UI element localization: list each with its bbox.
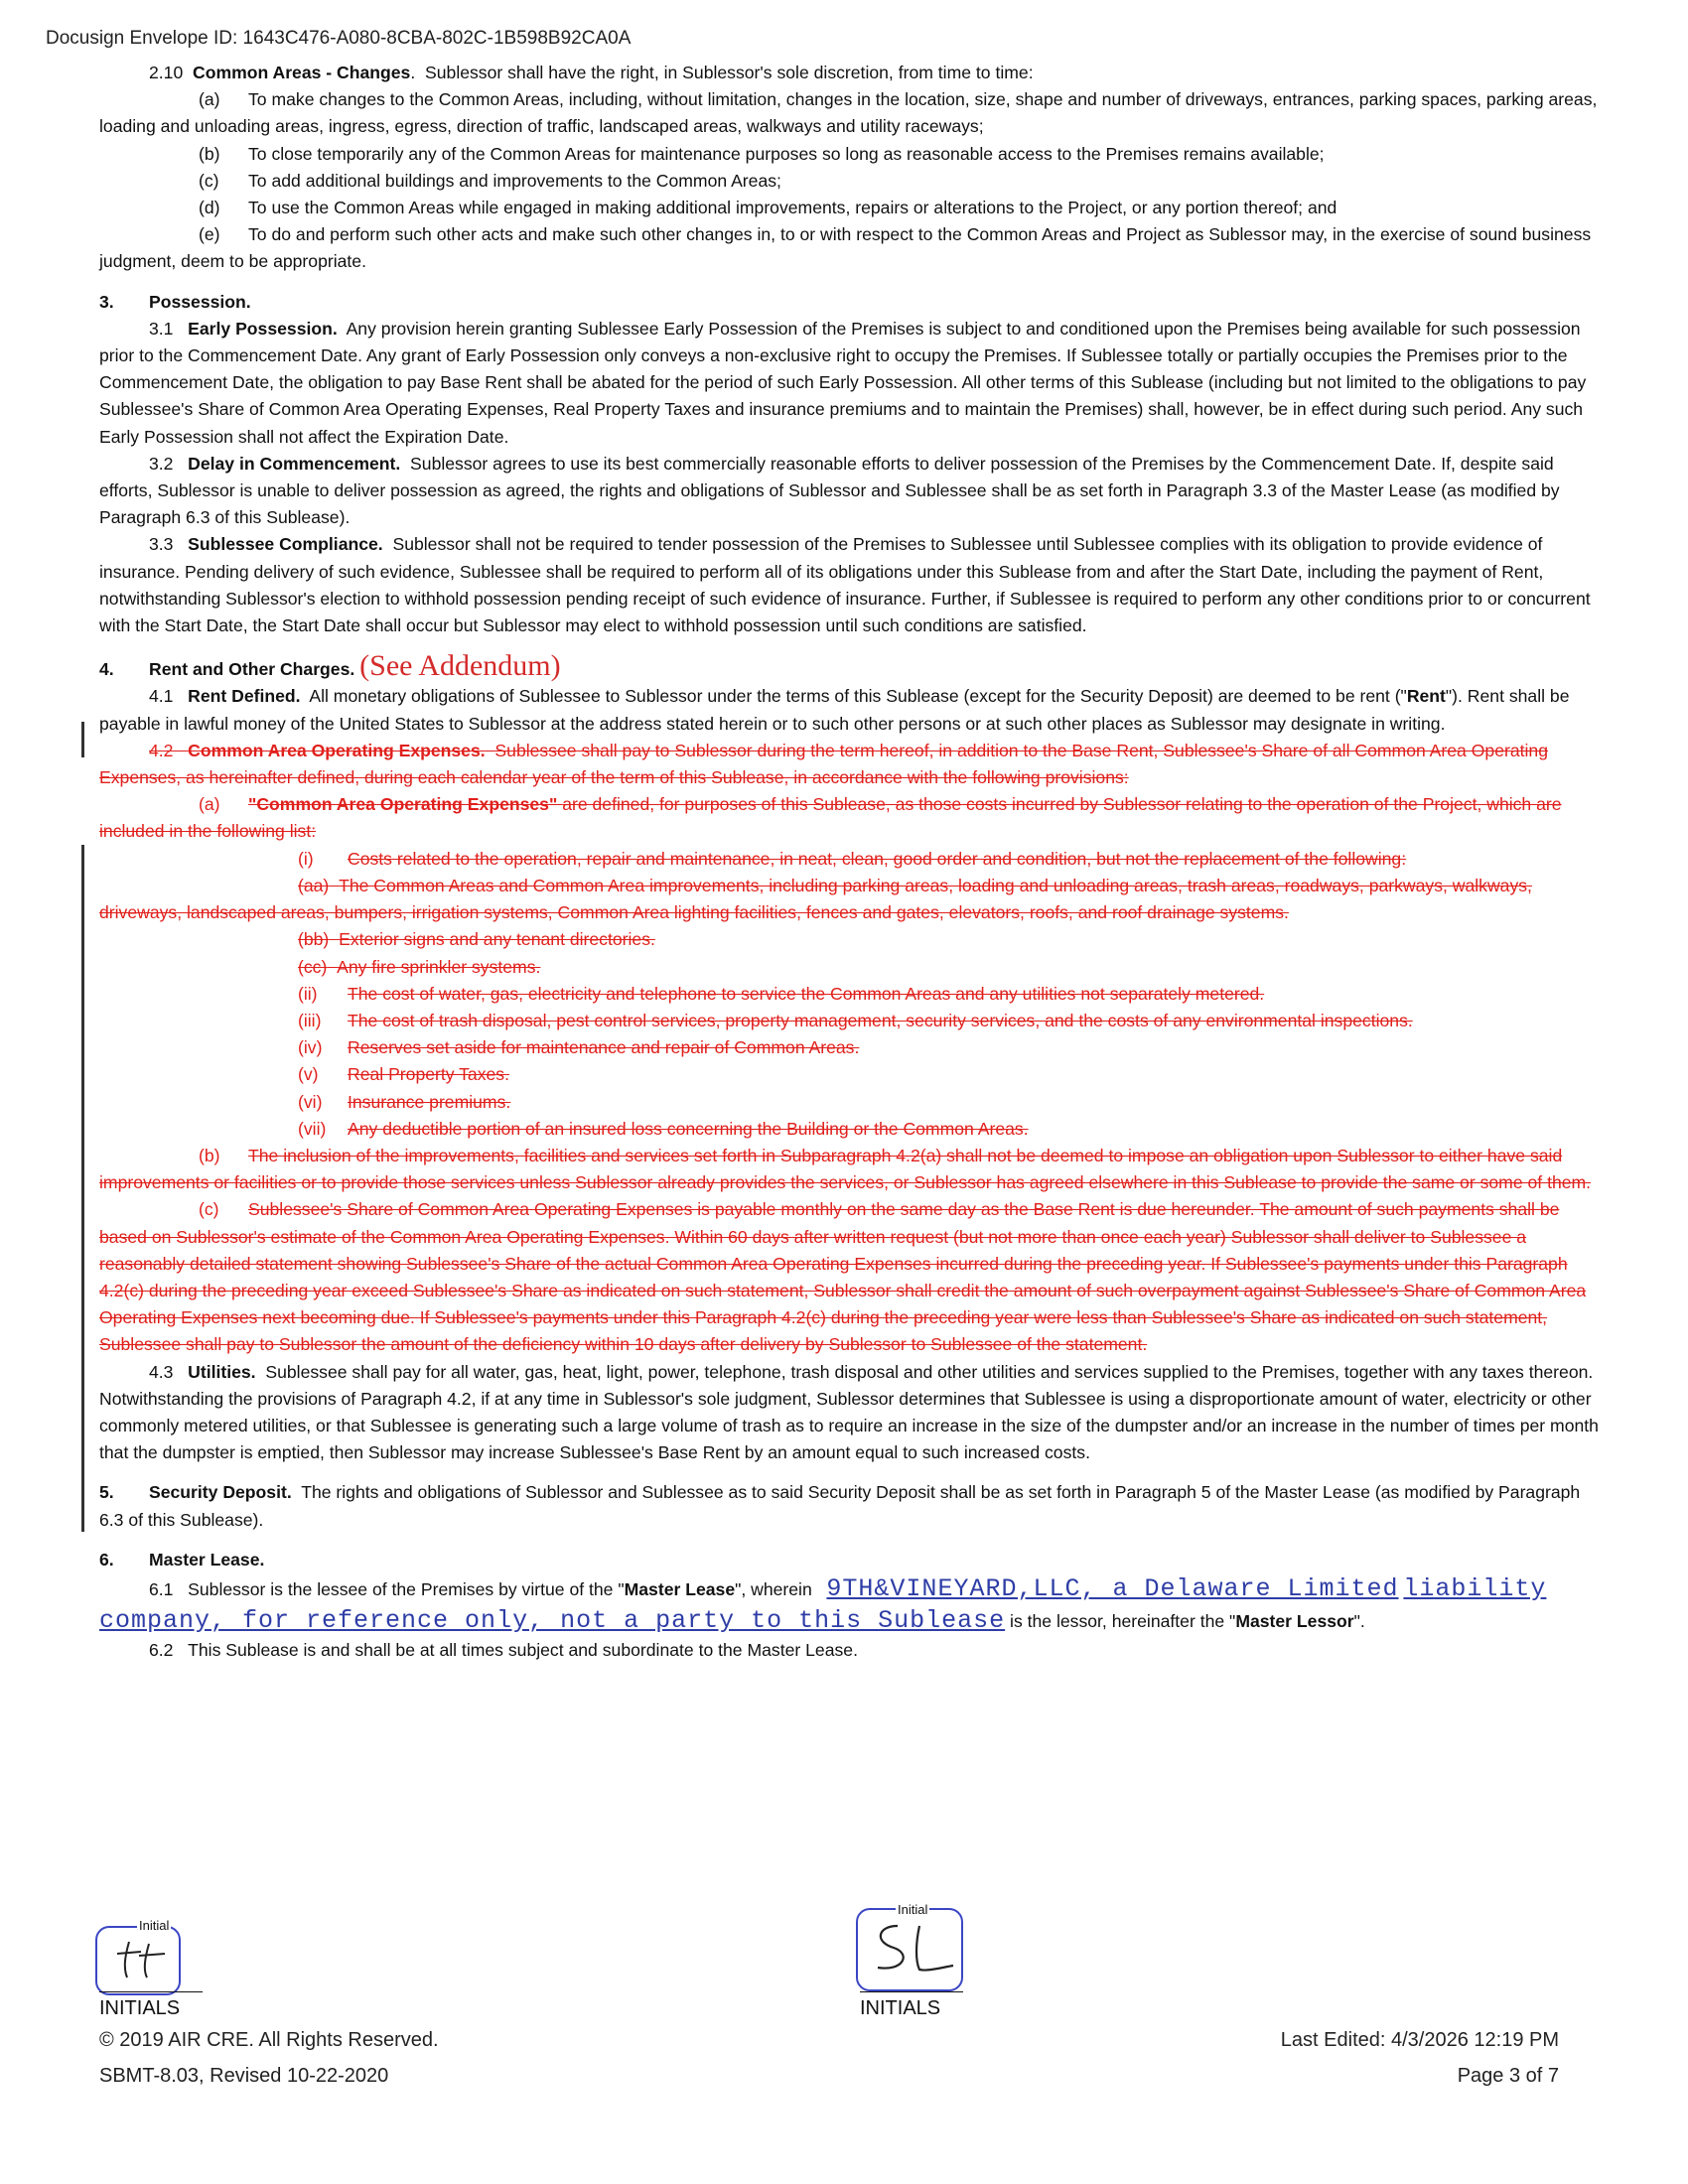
section-3-heading: 3. Possession.: [99, 291, 251, 312]
master-lessor-field[interactable]: 9TH&VINEYARD,LLC, a Delaware Limited: [826, 1573, 1399, 1603]
section-title: Common Areas - Changes: [193, 63, 411, 82]
list-item: (e) To do and perform such other acts and make such other changes in, to or with respect to the Common Areas and Project as Sublessor may, in the exercise of sound business judgment, deem to be appropriate.: [99, 224, 1592, 272]
signature-mark-left: [111, 1934, 181, 1983]
paragraph-3-1: 3.1 Early Possession. Any provision herein granting Sublessee Early Possession of the Premises is subject to and conditioned upon the Premises being available for such possession prior to the Commencement Date. Any grant of Early Possession only conveys a non-exclusive right to occupy the Premises. If Sublessee totally or partially occupies the Premises prior to the Commencement Date, the obligation to pay Base Rent shall be abated for the period of such Early Possession. All other terms of this Sublease (including but not limited to the obligations to pay Sublessee's Share of Common Area Operating Expenses, Real Property Taxes and insurance premiums and to maintain the Premises) shall, however, be in effect during such period. Any such Early Possession shall not affect the Expiration Date.: [99, 318, 1587, 447]
initials-label-left: INITIALS: [99, 1997, 181, 2019]
document-body: [99, 60, 1599, 1664]
initial-line-left: [99, 1991, 203, 1992]
footer-copyright: © 2019 AIR CRE. All Rights Reserved.: [99, 2029, 439, 2051]
initial-mark-left: [111, 1934, 181, 1988]
initial-line-right: [860, 1991, 963, 1992]
footer-last-edited: Last Edited: 4/3/2026 12:19 PM: [1280, 2029, 1559, 2051]
footer-page-number: Page 3 of 7: [1457, 2065, 1559, 2087]
paragraph-3-3: 3.3 Sublessee Compliance. Sublessor shall not be required to tender possession of the Premises to Sublessee until Sublessee complies with its obligation to provide evidence of insurance. Pending delivery of such evidence, Sublessee shall be required to perform all of its obligations under this Sublease from and after the Start Date, including the payment of Rent, notwithstanding Sublessor's election to withhold possession pending receipt of such evidence of insurance. Further, if Sublessee is required to perform any other conditions prior to or concurrent with the Start Date, the Start Date shall occur but Sublessor may elect to withhold possession until such conditions are satisfied.: [99, 534, 1591, 636]
struck-paragraph-4-2: 4.2 Common Area Operating Expenses. Sublessee shall pay to Sublessor during the term hereof, in addition to the Base Rent, Sublessee's Share of all Common Area Operating Expenses, as hereinafter defined, during each calendar year of the term of this Sublease, in accordance with the following provisions: (a) "Common Area Operating Expenses" are defined, for purposes of this Sublease, as those costs incurred by Sublessor relating to the operation of the Project, which are included in the following list: (i) Costs related to the operation, repair and maintenance, in neat, clean, good order and condition, but not the replacement of the following: (aa) The Common Areas and Common Area improvements, including parking areas, loading and unloading areas, trash areas, roadways, parkways, walkways, driveways, landscaped areas, bumpers, irrigation systems, Common Area lighting facilities, fences and gates, elevators, roofs, and roof drainage systems. (bb) Exterior signs and any tenant directories. (cc) Any fire sprinkler systems. (ii) The cost of water, gas, electricity and telephone to service the Common Areas and any utilities not separately metered. (iii) The cost of trash disposal, pest control services, property management, security services, and the costs of any environmental inspections. (iv) Reserves set aside for maintenance and repair of Common Areas. (v) Real Property Taxes. (vi) Insurance premiums. (vii) Any deductible portion of an insured loss concerning the Building or the Common Areas. (b) The inclusion of the improvements, facilities and services set forth in Subparagraph 4.2(a) shall not be deemed to impose an obligation upon Sublessor to either have said improvements or facilities or to provide those services unless Sublessor already provides the services, or Sublessor has agreed elsewhere in this Sublease to provide the same or some of them. (c) Sublessee's Share of Common Area Operating Expenses is payable monthly on the same day as the Base Rent is due hereunder. The amount of such payments shall be based on Sublessor's estimate of the Common Area Operating Expenses. Within 60 days after written request (but not more than once each year) Sublessor shall deliver to Sublessee a reasonably detailed statement showing Sublessee's Share of the actual Common Area Operating Expenses incurred during the preceding year. If Sublessee's payments under this Paragraph 4.2(c) during the preceding year exceed Sublessee's Share as indicated on such statement, Sublessor shall credit the amount of such overpayment against Sublessee's Share of Common Area Operating Expenses next becoming due. If Sublessee's payments under this Paragraph 4.2(c) during the preceding year were less than Sublessee's Share as indicated on such statement, Sublessee shall pay to Sublessor the amount of the deficiency within 10 days after delivery by Sublessor to Sublessee of the statement.: [99, 740, 1592, 1355]
paragraph-4-3: 4.3 Utilities. Sublessee shall pay for all water, gas, heat, light, power, telephone, trash disposal and other utilities and services supplied to the Premises, together with any taxes thereon. Notwithstanding the provisions of Paragraph 4.2, if at any time in Sublessor's sole judgment, Sublessor determines that Sublessee is using a disproportionate amount of water, electricity or other commonly metered utilities, or that Sublessee is generating such a large volume of trash as to require an increase in the size of the dumpster and/or an increase in the number of times per month that the dumpster is emptied, then Sublessor may increase Sublessee's Base Rent by an amount equal to such increased costs.: [99, 1361, 1599, 1463]
footer-form-id: SBMT-8.03, Revised 10-22-2020: [99, 2065, 389, 2087]
revision-bar: [81, 845, 84, 1532]
revision-bar: [81, 722, 84, 757]
initials-label-right: INITIALS: [860, 1997, 941, 2019]
section-4-heading: 4. Rent and Other Charges. (See Addendum): [99, 649, 561, 683]
envelope-id: Docusign Envelope ID: 1643C476-A080-8CBA-802C-1B598B92CA0A: [46, 28, 632, 49]
list-item: (a) To make changes to the Common Areas, including, without limitation, changes in the location, size, shape and number of driveways, entrances, parking spaces, parking areas, loading and unloading areas, ingress, egress, direction of traffic, landscaped areas, walkways and utility raceways;: [99, 89, 1598, 137]
section-5: 5. Security Deposit. The rights and obligations of Sublessor and Sublessee as to said Security Deposit shall be as set forth in Paragraph 5 of the Master Lease (as modified by Paragraph 6.3 of this Sublease).: [99, 1482, 1581, 1530]
signature-mark-right: [868, 1920, 959, 1981]
initial-mark-right: [868, 1920, 959, 1986]
initial-tag-left: Initial: [139, 1918, 170, 1933]
paragraph-6-2: 6.2 This Sublease is and shall be at all times subject and subordinate to the Master Lease.: [149, 1639, 858, 1660]
paragraph-3-2: 3.2 Delay in Commencement. Sublessor agrees to use its best commercially reasonable efforts to deliver possession of the Premises by the Commencement Date. If, despite said efforts, Sublessor is unable to deliver possession as agreed, the rights and obligations of Sublessor and Sublessee shall be as set forth in Paragraph 3.3 of the Master Lease (as modified by Paragraph 6.3 of this Sublease).: [99, 453, 1560, 528]
list-item: (b) To close temporarily any of the Common Areas for maintenance purposes so long as reasonable access to the Premises remains available;: [199, 143, 1325, 164]
list-item: (c) To add additional buildings and improvements to the Common Areas;: [199, 170, 781, 191]
section-6-heading: 6. Master Lease.: [99, 1549, 265, 1570]
section-2-10: 2.10 Common Areas - Changes. Sublessor shall have the right, in Sublessor's sole discretion, from time to time:: [149, 63, 1034, 82]
paragraph-6-1: 6.1 Sublessor is the lessee of the Premises by virtue of the "Master Lease", wherein 9TH&VINEYARD,LLC, a Delaware Limited liability company, for reference only, not a party to this Sublease is the lessor, hereinafter the "Master Lessor".: [99, 1573, 1547, 1635]
paragraph-4-1: 4.1 Rent Defined. All monetary obligations of Sublessee to Sublessor under the terms of this Sublease (except for the Security Deposit) are deemed to be rent ("Rent"). Rent shall be payable in lawful money of the United States to Sublessor at the address stated herein or to such other persons or at such other places as Sublessor may designate in writing.: [99, 686, 1570, 734]
section-text: Sublessor shall have the right, in Sublessor's sole discretion, from time to time:: [425, 63, 1034, 82]
section-number: 2.10: [149, 63, 184, 82]
list-item: (d) To use the Common Areas while engaged in making additional improvements, repairs or alterations to the Project, or any portion thereof; and: [199, 198, 1337, 218]
initial-tag-right: Initial: [898, 1902, 928, 1917]
master-lessor-field-cont[interactable]: liability company, for reference only, not a party to this Sublease: [99, 1573, 1547, 1635]
addendum-note: (See Addendum): [359, 649, 561, 683]
